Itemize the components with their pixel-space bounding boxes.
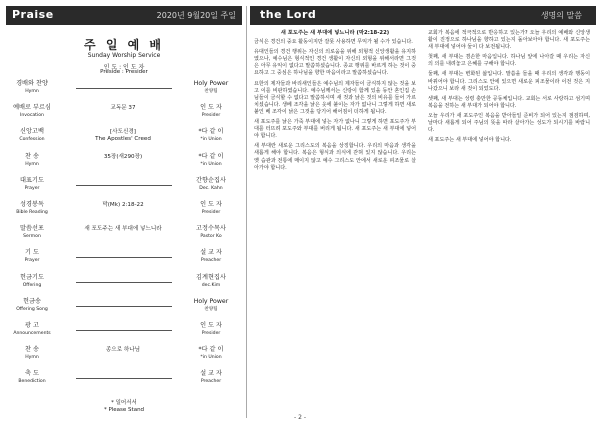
worship-item-name (10, 249, 54, 264)
worship-row (6, 298, 242, 320)
worship-item-en: Prayer (24, 258, 40, 264)
worship-item-ko: 찬 송 (25, 152, 39, 160)
worship-item-ko: 경배와 찬양 (16, 80, 48, 87)
worship-item-person (182, 201, 240, 216)
worship-item-person (182, 225, 240, 240)
worship-person-ko: 인 도 자 (200, 322, 222, 329)
worship-person-ko: 간향순집사 (196, 176, 226, 184)
worship-person-ko: 인 도 자 (200, 201, 222, 208)
sermon-section-tag: 생명의 말씀 (540, 11, 582, 20)
worship-item-detail: 막(Mk) 2:18-22 (102, 202, 144, 208)
sermon-paragraph: 새 부대란 새로운 그리스도의 복음을 상징합니다. 우리의 마음과 생각을 새롭게 해야 합니다. 복음은 형식과 의식에 갇혀 있지 않습니다. 우리는 옛 습관과 전통에 매이지 않고 예수 그리스도 안에서 새로운 피조물로 살아가야 합니다. (254, 143, 416, 171)
worship-row (6, 153, 242, 175)
worship-item-name (10, 201, 54, 216)
sermon-paragraph: 셋째, 새 부대는 성령 충만한 공동체입니다. 교회는 서로 사랑하고 섬기며 복음을 전하는 새 부대가 되어야 합니다. (428, 95, 590, 109)
worship-item-name (10, 346, 54, 361)
worship-title: 주 일 예 배 (84, 38, 164, 52)
worship-row (6, 201, 242, 223)
leader-dotted-line (76, 378, 172, 379)
worship-item-detail: 종으로 하나님 (105, 347, 141, 354)
worship-row (6, 346, 242, 368)
worship-row (6, 128, 242, 150)
worship-item-detail: 교독문 37 (110, 105, 136, 112)
service-date: 2020년 9월20일 주일 (156, 11, 236, 20)
leader-label-en: Preside : Presider (100, 69, 148, 75)
sermon-title: 새 포도주는 새 부대에 넣느니라 (막2:18-22) (280, 30, 390, 36)
worship-item-detail: 새 포도주는 새 부대에 넣느니라 (84, 226, 162, 233)
sermon-area (254, 30, 594, 414)
worship-item-name (10, 128, 54, 143)
worship-order (6, 28, 242, 418)
worship-person-en: Pastor Ko (200, 234, 222, 240)
worship-person-ko: 김계현집사 (196, 273, 226, 281)
sermon-column-1 (254, 30, 416, 175)
worship-item-en: Hymn (25, 161, 39, 167)
worship-item-ko: 축 도 (25, 370, 39, 378)
worship-item-ko: 헌금송 (23, 297, 41, 305)
sermon-paragraph: 유대인들의 경건 행위는 자신의 의로움을 위해 외형적 신앙생활을 유지하였으나, 예수님은 형식적인 경건 생활이 자신의 외형을 위해서라면 그것은 아무 유익이 없다고 말씀하셨습니다. 종교 행위를 바르게 하는 것이 중요하고 그 중심은 하나님을 향한 마음이라고 말씀하셨습니다. (254, 49, 416, 77)
worship-row (6, 225, 242, 247)
worship-item-name (10, 177, 54, 192)
worship-person-en: 찬양팀 (204, 306, 218, 312)
worship-item-ko: 성경봉독 (20, 201, 44, 208)
worship-item-person (182, 128, 240, 143)
worship-item-name (10, 80, 54, 95)
sermon-paragraph: 새 포도주를 낡은 가죽 부대에 넣는 자가 없나니 그렇게 하면 포도주가 부대를 터뜨려 포도주와 부대를 버리게 됩니다. 새 포도주는 새 부대에 넣어야 합니다. (254, 119, 416, 140)
worship-item-person (182, 274, 240, 289)
worship-item-ko: 기 도 (25, 249, 39, 257)
worship-person-en: *in Union (200, 137, 222, 143)
sermon-paragraph: 금식은 경건의 중요 활동이지만 잘못 사용하면 무익가 될 수가 있습니다. (254, 39, 413, 46)
worship-item-en: Announcements (13, 331, 51, 336)
worship-item-person (182, 370, 240, 385)
worship-item-name (10, 322, 54, 337)
worship-item-name (10, 298, 54, 313)
worship-item-en: Offering Song (16, 306, 48, 312)
worship-item-person (182, 346, 240, 361)
worship-item-name (10, 225, 54, 240)
worship-person-ko: 인 도 자 (200, 104, 222, 112)
leader-label: 인 도 : 인 도 자 (103, 64, 145, 71)
worship-item-person (182, 249, 240, 264)
worship-item-name (10, 104, 54, 119)
worship-row (6, 274, 242, 296)
worship-item-en: Benediction (18, 379, 46, 385)
worship-item-ko: 광 고 (25, 322, 39, 329)
sermon-paragraph: 첫째, 새 부대는 겸손한 마음입니다. 하나님 앞에 나아갈 때 우리는 자신의 의를 내려놓고 은혜를 구해야 합니다. (428, 54, 590, 68)
sermon-paragraph: 새 포도주는 새 부대에 넣어야 합니다. (428, 137, 512, 144)
leader-dotted-line (76, 282, 172, 283)
worship-person-ko: 설 교 자 (200, 370, 222, 378)
column-divider (246, 6, 247, 418)
worship-person-ko: 설 교 자 (200, 249, 222, 257)
left-header-bar (6, 6, 242, 25)
sermon-paragraph: 오늘 우리가 새 포도주인 복음을 받아들일 준비가 되어 있는지 점검하며, 날마다 새롭게 되어 주님의 뜻을 따라 살아가는 성도가 되시기를 바랍니다. (428, 112, 590, 134)
worship-row (6, 80, 242, 102)
worship-person-ko: Holy Power (193, 297, 229, 305)
worship-person-en: Presider (201, 210, 221, 215)
worship-item-detail: [사도신경] The Apostles' Creed (95, 129, 151, 143)
worship-row (6, 177, 242, 199)
worship-item-person (182, 177, 240, 192)
worship-item-en: Bible Reading (16, 210, 48, 215)
worship-item-en: Offering (22, 282, 42, 288)
page-number: - 2 - (294, 414, 306, 421)
sermon-paragraph: 교회가 복음에 적극적으로 반응하고 있는가? 오늘 우리의 예배와 신앙생활이 진정으로 하나님을 향하고 있는지 돌아보아야 합니다. 새 포도주는 새 부대에 넣어야 둘이 다 보전됩니다. (428, 30, 590, 51)
worship-person-en: Preacher (200, 379, 222, 385)
worship-person-en: Dec. Kahn (199, 185, 223, 191)
worship-item-ko: 말씀선포 (20, 225, 44, 233)
praise-tag: Praise (12, 8, 54, 21)
worship-item-en: Prayer (24, 185, 40, 191)
worship-item-en: Hymn (25, 89, 39, 94)
worship-person-ko: 고정수목사 (196, 225, 226, 233)
sermon-paragraph: 요한의 제자들과 바리새인들은 예수님의 제자들이 금식하지 않는 것을 보고 이를 비판하였습니다. 예수님께서는 신랑이 함께 있을 동안 혼인집 손님들이 금식할 수 없다고 말씀하시며 새 것과 낡은 것의 비유를 들어 가르치셨습니다. 생베 조각을 낡은 옷에 붙이는 자가 없나니 그렇게 하면 새로 붙인 베 조각이 낡은 그것을 당기어 해어짐이 더하게 됩니다. (254, 80, 416, 115)
worship-person-en: *in Union (200, 161, 222, 167)
worship-person-ko: Holy Power (193, 80, 229, 87)
closing-note (6, 400, 242, 414)
worship-item-person (182, 298, 240, 313)
worship-item-detail: 35장(새290장) (103, 153, 143, 160)
worship-person-ko: *다 같 이 (198, 346, 224, 354)
worship-row (6, 104, 242, 126)
worship-person-en: Presider (201, 331, 221, 336)
leader-dotted-line (76, 257, 172, 258)
worship-item-name (10, 370, 54, 385)
worship-item-person (182, 80, 240, 95)
worship-row (6, 249, 242, 271)
worship-item-person (182, 104, 240, 119)
worship-item-person (182, 153, 240, 168)
worship-item-en: Confession (19, 137, 45, 143)
worship-item-ko: 신앙고백 (20, 128, 44, 136)
worship-row (6, 370, 242, 392)
leader-dotted-line (76, 88, 172, 89)
worship-person-en: Presider (201, 113, 221, 119)
worship-item-person (182, 322, 240, 337)
worship-person-ko: *다 같 이 (198, 152, 224, 160)
worship-item-en: Hymn (25, 355, 39, 361)
leader-dotted-line (76, 330, 172, 331)
worship-subtitle: Sunday Worship Service (87, 52, 161, 59)
leader-dotted-line (76, 185, 172, 186)
worship-item-name (10, 274, 54, 289)
worship-person-en: dec.Kim (201, 282, 221, 288)
worship-item-ko: 찬 송 (25, 346, 39, 354)
leader-dotted-line (76, 306, 172, 307)
closing-note-ko: * 일어서서 (111, 400, 137, 406)
worship-item-name (10, 153, 54, 168)
worship-item-en: Sermon (23, 234, 41, 240)
worship-item-en: Invocation (20, 113, 44, 119)
worship-person-en: *in Union (200, 355, 222, 361)
worship-person-en: Preacher (200, 258, 222, 264)
the-lord-tag: the Lord (260, 8, 317, 21)
sermon-column-2 (428, 30, 590, 147)
worship-item-ko: 예배로 부르심 (13, 104, 51, 112)
closing-note-en: * Please Stand (103, 407, 145, 413)
worship-item-ko: 헌금기도 (20, 273, 44, 281)
worship-person-ko: *다 같 이 (198, 128, 224, 136)
sermon-paragraph: 둘째, 새 부대는 변화된 삶입니다. 말씀을 들을 때 우리의 생각과 행동이 바뀌어야 합니다. 그리스도 안에 있으면 새로운 피조물이라 이전 것은 지나갔으니 보라 새 것이 되었도다. (428, 71, 590, 92)
right-header-bar (250, 6, 596, 25)
worship-item-ko: 대표기도 (20, 176, 44, 184)
worship-row (6, 322, 242, 344)
worship-person-en: 찬양팀 (204, 89, 218, 94)
